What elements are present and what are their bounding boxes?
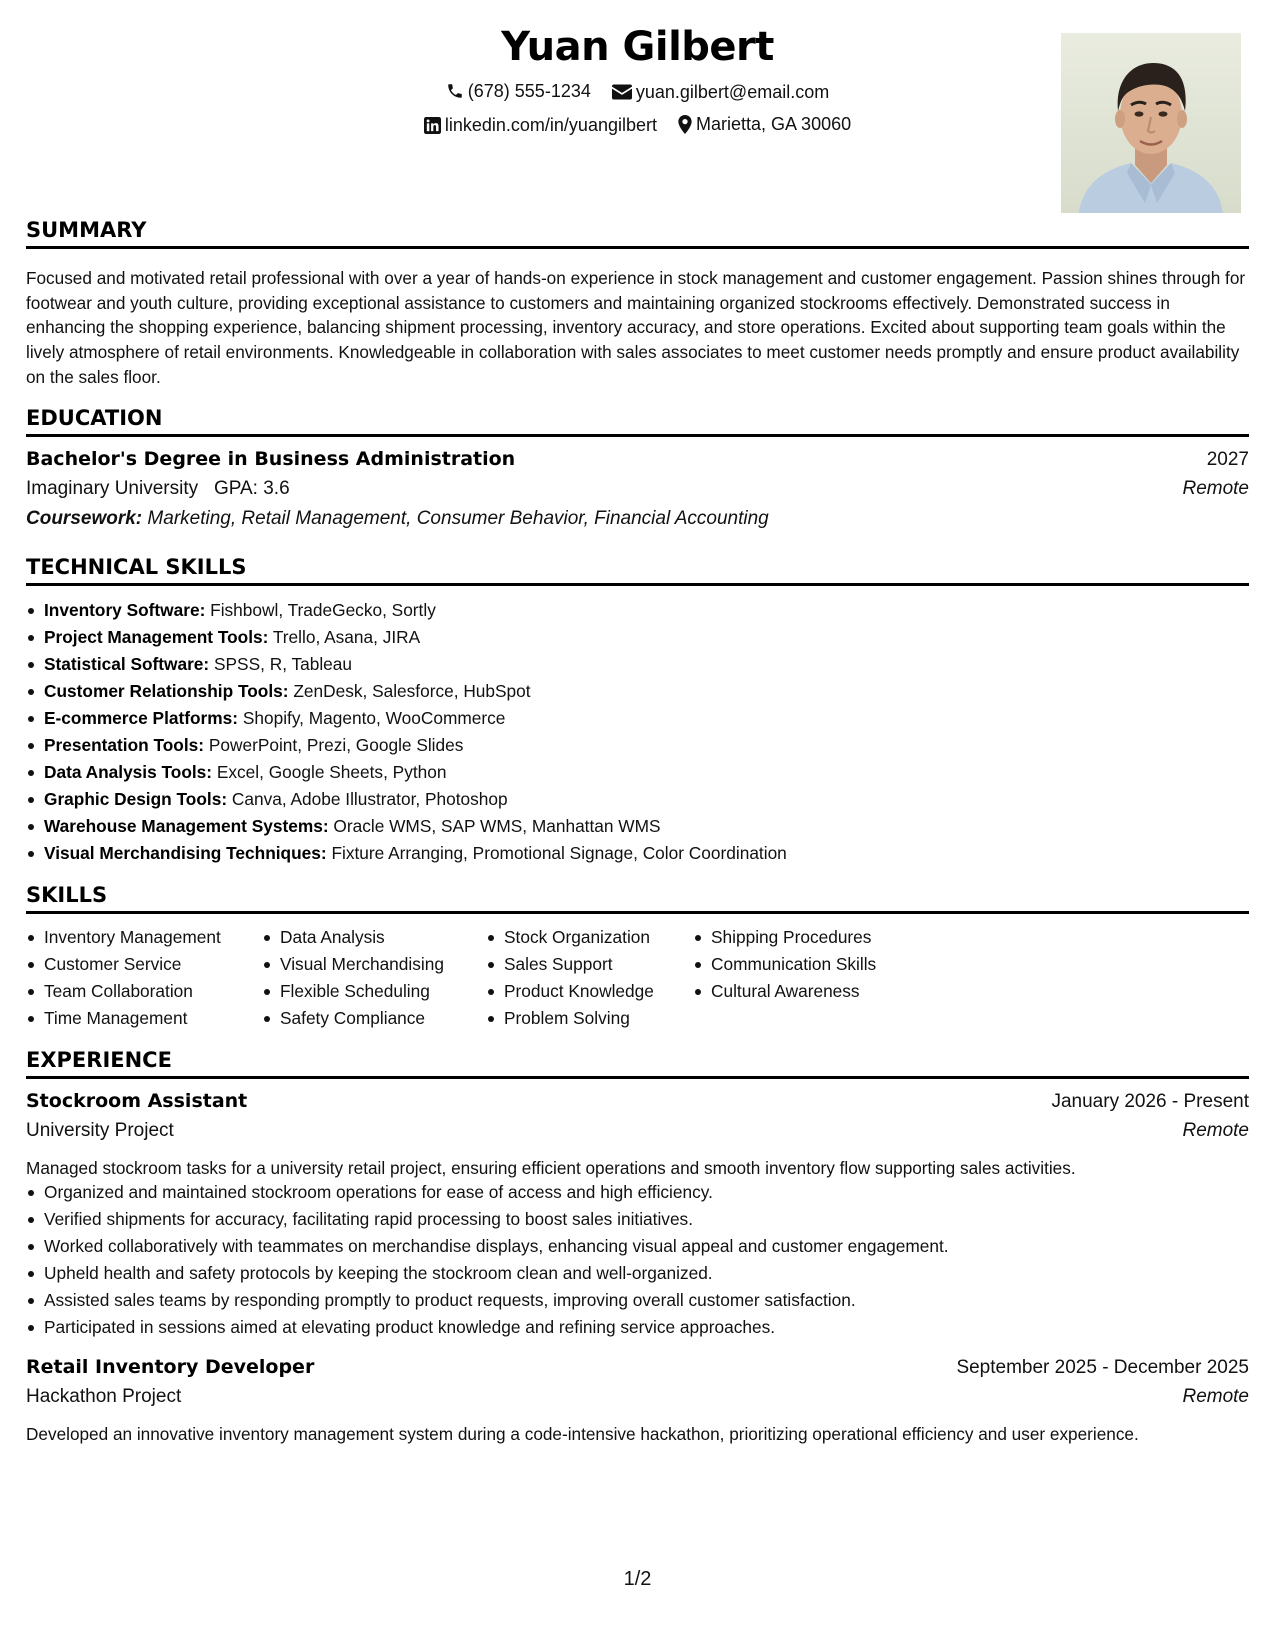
education-heading: EDUCATION bbox=[26, 404, 1249, 437]
envelope-icon bbox=[612, 84, 632, 100]
job-1-title-row bbox=[26, 1090, 1249, 1113]
skills-column-3 bbox=[486, 924, 693, 1032]
list-item: Visual Merchandising Techniques: Fixture Arranging, Promotional Signage, Color Coordination bbox=[26, 840, 1249, 867]
skills-column-1 bbox=[26, 924, 262, 1032]
list-item: Stock Organization bbox=[486, 924, 693, 951]
degree-title: Bachelor's Degree in Business Administration bbox=[26, 448, 516, 470]
list-item: Organized and maintained stockroom operations for ease of access and high efficiency. bbox=[26, 1179, 1249, 1206]
job-1-bullets bbox=[26, 1179, 1249, 1341]
job-2-dates: September 2025 - December 2025 bbox=[956, 1357, 1249, 1378]
coursework-label: Coursework: bbox=[26, 508, 143, 529]
list-item: Data Analysis Tools: Excel, Google Sheets, Python bbox=[26, 759, 1249, 786]
list-item: Warehouse Management Systems: Oracle WMS, SAP WMS, Manhattan WMS bbox=[26, 813, 1249, 840]
job-2-title-row bbox=[26, 1356, 1249, 1379]
skills-column-4 bbox=[693, 924, 923, 1032]
job-1-location: Remote bbox=[1182, 1120, 1249, 1141]
list-item: Time Management bbox=[26, 1005, 262, 1032]
job-2-title: Retail Inventory Developer bbox=[26, 1356, 315, 1378]
list-item: Participated in sessions aimed at elevating product knowledge and refining service approaches. bbox=[26, 1314, 1249, 1341]
linkedin-url[interactable]: linkedin.com/in/yuangilbert bbox=[444, 115, 657, 135]
skills-grid bbox=[26, 924, 923, 1032]
list-item: Assisted sales teams by responding promptly to product requests, improving overall customer satisfaction. bbox=[26, 1287, 1249, 1314]
email-address[interactable]: yuan.gilbert@email.com bbox=[635, 82, 830, 102]
experience-heading: EXPERIENCE bbox=[26, 1046, 1249, 1079]
school-name: Imaginary University bbox=[26, 478, 199, 499]
job-1-title: Stockroom Assistant bbox=[26, 1090, 248, 1112]
list-item: Graphic Design Tools: Canva, Adobe Illustrator, Photoshop bbox=[26, 786, 1249, 813]
list-item: Verified shipments for accuracy, facilitating rapid processing to boost sales initiatives. bbox=[26, 1206, 1249, 1233]
list-item: Inventory Management bbox=[26, 924, 262, 951]
list-item: E-commerce Platforms: Shopify, Magento, WooCommerce bbox=[26, 705, 1249, 732]
list-item: Sales Support bbox=[486, 951, 693, 978]
education-degree-row bbox=[26, 448, 1249, 471]
skills-column-2 bbox=[262, 924, 486, 1032]
list-item: Data Analysis bbox=[262, 924, 486, 951]
school-info bbox=[26, 478, 290, 500]
location-contact bbox=[678, 109, 851, 139]
summary-text: Focused and motivated retail professional with over a year of hands-on experience in stock management and customer engagement. Passion shines through for footwear and youth culture, providing exceptional assistance to customers and maintaining organized stockrooms effectively. Demonstrated success in enhancing the shopping experience, balancing shipment processing, inventory accuracy, and store operations. Excited about supporting team goals within the lively atmosphere of retail environments. Knowledgeable in collaboration with sales associates to meet customer needs promptly and ensure product availability on the sales floor. bbox=[26, 268, 1246, 387]
job-2-org-row bbox=[26, 1386, 1249, 1408]
list-item: Project Management Tools: Trello, Asana, JIRA bbox=[26, 624, 1249, 651]
phone-icon bbox=[446, 82, 464, 100]
list-item: Safety Compliance bbox=[262, 1005, 486, 1032]
phone-number[interactable]: (678) 555-1234 bbox=[467, 81, 591, 101]
list-item: Customer Service bbox=[26, 951, 262, 978]
list-item: Problem Solving bbox=[486, 1005, 693, 1032]
graduation-year: 2027 bbox=[1206, 449, 1249, 470]
job-2-description: Developed an innovative inventory management system during a code-intensive hackathon, prioritizing operational efficiency and user experience. bbox=[26, 1424, 1139, 1444]
email-contact bbox=[612, 77, 829, 107]
list-item: Cultural Awareness bbox=[693, 978, 923, 1005]
list-item: Worked collaboratively with teammates on merchandise displays, enhancing visual appeal and customer engagement. bbox=[26, 1233, 1249, 1260]
phone-contact bbox=[446, 76, 591, 106]
skills-heading: SKILLS bbox=[26, 881, 1249, 914]
list-item: Inventory Software: Fishbowl, TradeGecko, Sortly bbox=[26, 597, 1249, 624]
list-item: Upheld health and safety protocols by keeping the stockroom clean and well-organized. bbox=[26, 1260, 1249, 1287]
profile-photo bbox=[1061, 33, 1241, 213]
list-item: Product Knowledge bbox=[486, 978, 693, 1005]
technical-skills-list bbox=[26, 597, 1249, 867]
list-item: Shipping Procedures bbox=[693, 924, 923, 951]
list-item: Communication Skills bbox=[693, 951, 923, 978]
page-number: 1/2 bbox=[623, 1568, 652, 1590]
list-item: Flexible Scheduling bbox=[262, 978, 486, 1005]
map-pin-icon bbox=[678, 115, 692, 134]
gpa: GPA: 3.6 bbox=[213, 478, 290, 499]
coursework-line bbox=[26, 508, 1249, 530]
list-item: Visual Merchandising bbox=[262, 951, 486, 978]
coursework-list: Marketing, Retail Management, Consumer Behavior, Financial Accounting bbox=[147, 508, 769, 529]
job-1-dates: January 2026 - Present bbox=[1051, 1091, 1249, 1112]
list-item: Team Collaboration bbox=[26, 978, 262, 1005]
job-1-org: University Project bbox=[26, 1120, 174, 1141]
linkedin-contact bbox=[424, 110, 657, 140]
technical-skills-heading: TECHNICAL SKILLS bbox=[26, 553, 1249, 586]
job-2-location: Remote bbox=[1182, 1386, 1249, 1407]
job-1-org-row bbox=[26, 1120, 1249, 1142]
linkedin-icon bbox=[424, 117, 441, 134]
location-text: Marietta, GA 30060 bbox=[696, 114, 852, 134]
education-location: Remote bbox=[1182, 478, 1249, 499]
list-item: Presentation Tools: PowerPoint, Prezi, Google Slides bbox=[26, 732, 1249, 759]
job-2-org: Hackathon Project bbox=[26, 1386, 182, 1407]
summary-heading: SUMMARY bbox=[26, 216, 1249, 249]
job-1-description: Managed stockroom tasks for a university retail project, ensuring efficient operations and smooth inventory flow supporting sales activities. bbox=[26, 1158, 1076, 1178]
list-item: Customer Relationship Tools: ZenDesk, Salesforce, HubSpot bbox=[26, 678, 1249, 705]
candidate-name: Yuan Gilbert bbox=[501, 24, 774, 70]
list-item: Statistical Software: SPSS, R, Tableau bbox=[26, 651, 1249, 678]
education-school-row bbox=[26, 478, 1249, 500]
